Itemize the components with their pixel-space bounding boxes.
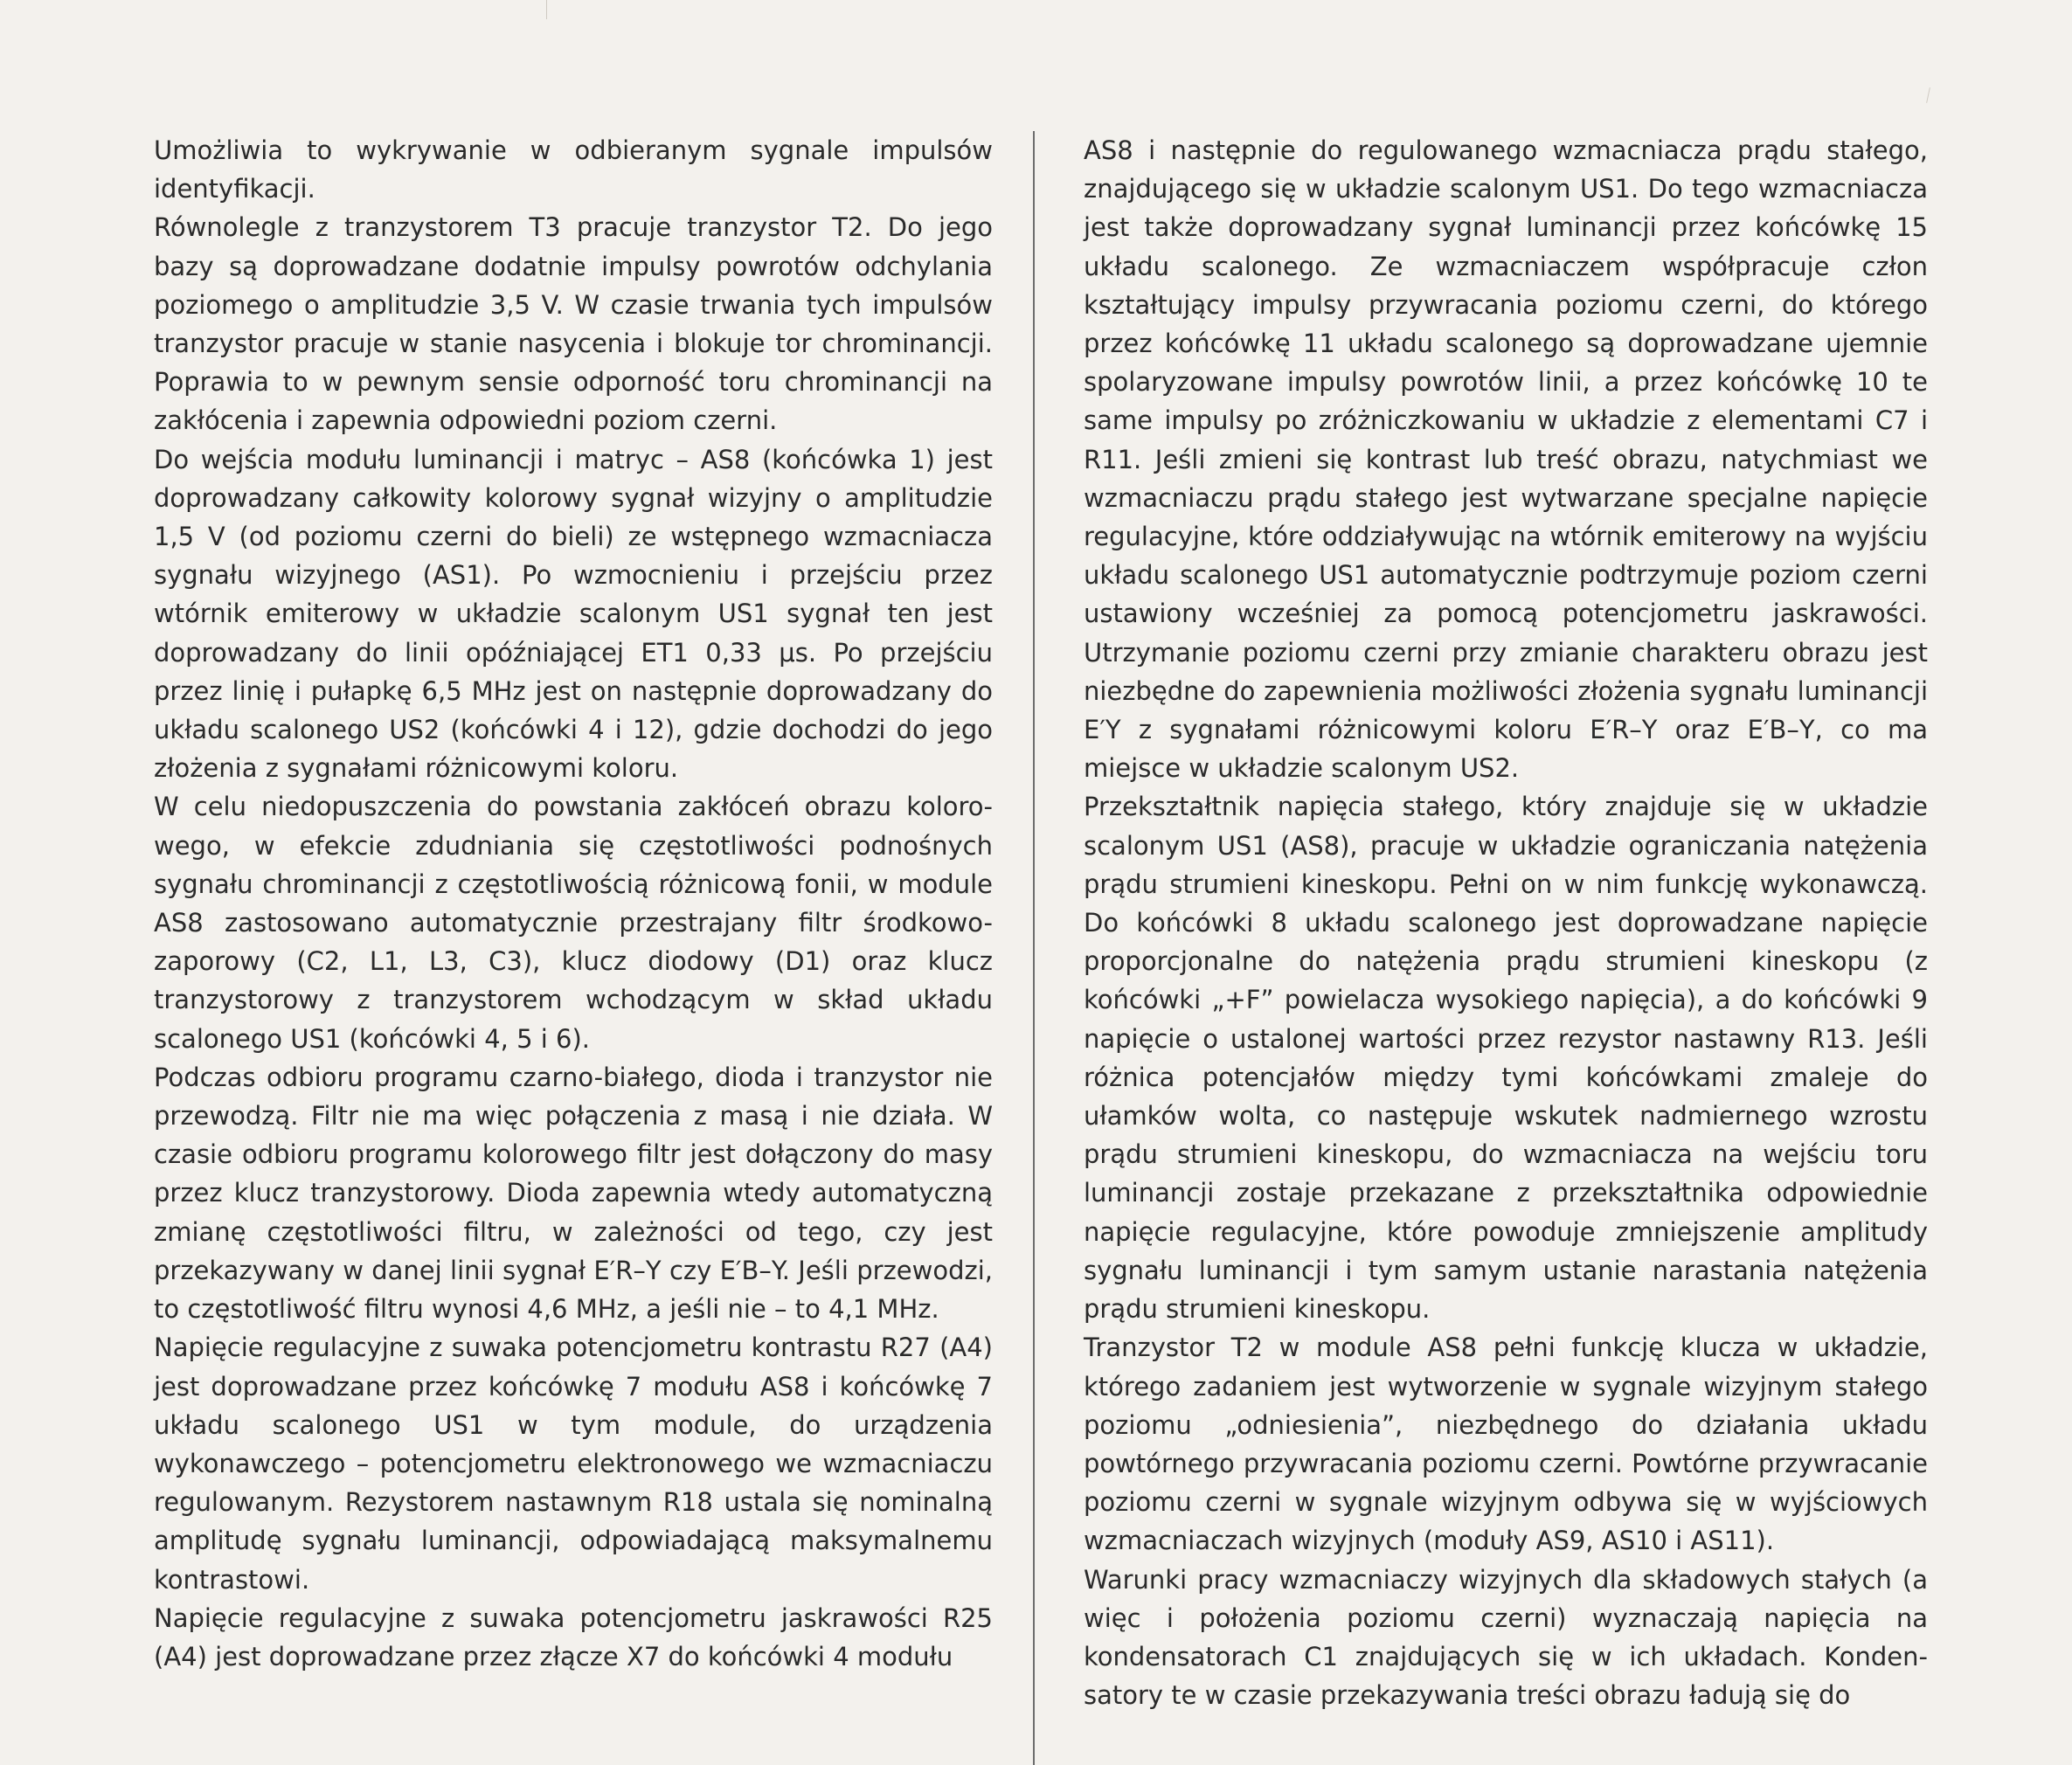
paragraph: Napięcie regulacyjne z suwaka potencjometru jaskrawości R25 (A4) jest doprowadzane przez złącze X7 do końcówki 4 modułu bbox=[154, 1602, 993, 1672]
paragraph: Do wejścia modułu luminancji i matryc – AS8 (końcówka 1) jest doprowadzany całkowity kolorowy sygnał wizyjny o amplitudzie 1,5 V (od poziomu czerni do bieli) ze wstępnego wzmacniacza sygnału wizyjnego (AS1). Po wzmocnieniu i przejściu przez wtórnik emiterowy w układzie scalonym US1 sygnał ten jest doprowadzany do linii opóźniającej ET1 0,33 μs. Po przejściu przez linię i pułapkę 6,5 MHz jest on następnie doprowadzany do układu scalonego US2 (końcówki 4 i 12), gdzie dochodzi do jego złożenia z sygnałami różnicowymi koloru. bbox=[154, 444, 993, 784]
paragraph: Podczas odbioru programu czarno-białego, dioda i tranzystor nie przewodzą. Filtr nie ma więc połączenia z masą i nie działa. W czasie odbioru programu kolorowego filtr jest dołączony do masy przez klucz tranzystorowy. Dioda zapewnia wtedy automatyczną zmianę częstotliwości filtru, w zależności od tego, czy jest przekazywany w danej linii sygnał E′R–Y czy E′B–Y. Jeśli przewodzi, to częstotliwość filtru wynosi 4,6 MHz, a jeśli nie – to 4,1 MHz. bbox=[154, 1062, 993, 1325]
paragraph: Umożliwia to wykrywanie w odbieranym sygnale impulsów identyfikacji. bbox=[154, 135, 993, 204]
paragraph: AS8 i następnie do regulowanego wzmacniacza prądu stałego, znajdującego się w układzie scalonym US1. Do tego wzmacniacza jest także doprowadzany sygnał luminancji przez końcówkę 15 układu scalonego. Ze wzmacniaczem współpracuje człon kształtujący impulsy przywracania poziomu czerni, do którego przez końcówkę 11 układu scalonego są doprowadzane ujemnie spolaryzowane impulsy powrotów linii, a przez końcówkę 10 te same impulsy po zróżniczkowaniu w układzie z elementami C7 i R11. Jeśli zmieni się kontrast lub treść obrazu, natychmiast we wzmacniaczu prądu stałego jest wytwarzane specjalne napięcie regulacyjne, które oddziaływując na wtórnik emiterowy na wyjściu układu scalonego US1 automatycznie podtrzymuje poziom czerni ustawiony wcześniej za pomocą potencjometru jaskrawości. Utrzymanie poziomu czerni przy zmianie charakteru obrazu jest niezbędne do zapewnienia możliwości złożenia sygnału luminancji E′Y z sygnałami różnicowymi koloru E′R–Y oraz E′B–Y, co ma miejsce w układzie scalonym US2. bbox=[1084, 135, 1928, 784]
page-scratch-mark bbox=[546, 0, 547, 19]
right-text-column bbox=[1084, 131, 1928, 1714]
page-scratch-mark bbox=[1926, 87, 1930, 103]
paragraph: Równolegle z tranzystorem T3 pracuje tranzystor T2. Do jego bazy są doprowadzane dodatnie impulsy powrotów odchylania poziomego o amplitudzie 3,5 V. W czasie trwania tych impulsów tranzystor pracuje w stanie nasycenia i blokuje tor chrominancji. Poprawia to w pewnym sensie odporność toru chrominancji na zakłócenia i zapewnia odpowiedni poziom czerni. bbox=[154, 212, 993, 436]
paragraph: Warunki pracy wzmacniaczy wizyjnych dla składowych stałych (a więc i położenia poziomu czerni) wyznaczają napięcia na kondensatorach C1 znajdujących się w ich układach. Kondensatory te w czasie przekazywania treści obrazu ładują się do bbox=[1084, 1564, 1928, 1711]
paragraph: Przekształtnik napięcia stałego, który znajduje się w układzie scalonym US1 (AS8), pracuje w układzie ograniczania natężenia prądu strumieni kineskopu. Pełni on w nim funkcję wykonawczą. Do końcówki 8 układu scalonego jest doprowadzane napięcie proporcjonalne do natężenia prądu strumieni kineskopu (z końcówki „+F” powielacza wysokiego napięcia), a do końcówki 9 napięcie o ustalonej wartości przez rezystor nastawny R13. Jeśli różnica potencjałów między tymi końcówkami zmaleje do ułamków wolta, co następuje wskutek nadmiernego wzrostu prądu strumieni kineskopu, do wzmacniacza na wejściu toru luminancji zostaje przekazane z przekształtnika odpowiednie napięcie regulacyjne, które powoduje zmniejszenie amplitudy sygnału luminancji i tym samym ustanie narastania natężenia prądu strumieni kineskopu. bbox=[1084, 792, 1928, 1325]
paragraph: W celu niedopuszczenia do powstania zakłóceń obrazu kolorowego, w efekcie zdudniania się częstotliwości podnośnych sygnału chrominancji z częstotliwością różnicową fonii, w module AS8 zastosowano automatycznie przestrajany filtr środkowo-zaporowy (C2, L1, L3, C3), klucz diodowy (D1) oraz klucz tranzystorowy z tranzystorem wchodzącym w skład układu scalonego US1 (końcówki 4, 5 i 6). bbox=[154, 792, 993, 1054]
column-divider bbox=[1033, 131, 1035, 1765]
left-text-column bbox=[154, 131, 993, 1676]
paragraph: Napięcie regulacyjne z suwaka potencjometru kontrastu R27 (A4) jest doprowadzane przez końcówkę 7 modułu AS8 i końcówkę 7 układu scalonego US1 w tym module, do urządzenia wykonawczego – potencjometru elektronowego we wzmacniaczu regulowanym. Rezystorem nastawnym R18 ustala się nominalną amplitudę sygnału luminancji, odpowiadającą maksymalnemu kontrastowi. bbox=[154, 1332, 993, 1595]
paragraph: Tranzystor T2 w module AS8 pełni funkcję klucza w układzie, którego zadaniem jest wytworzenie w sygnale wizyjnym stałego poziomu „odniesienia”, niezbędnego do działania układu powtórnego przywracania poziomu czerni. Powtórne przywracanie poziomu czerni w sygnale wizyjnym odbywa się w wyjściowych wzmacniaczach wizyjnych (moduły AS9, AS10 i AS11). bbox=[1084, 1332, 1928, 1556]
